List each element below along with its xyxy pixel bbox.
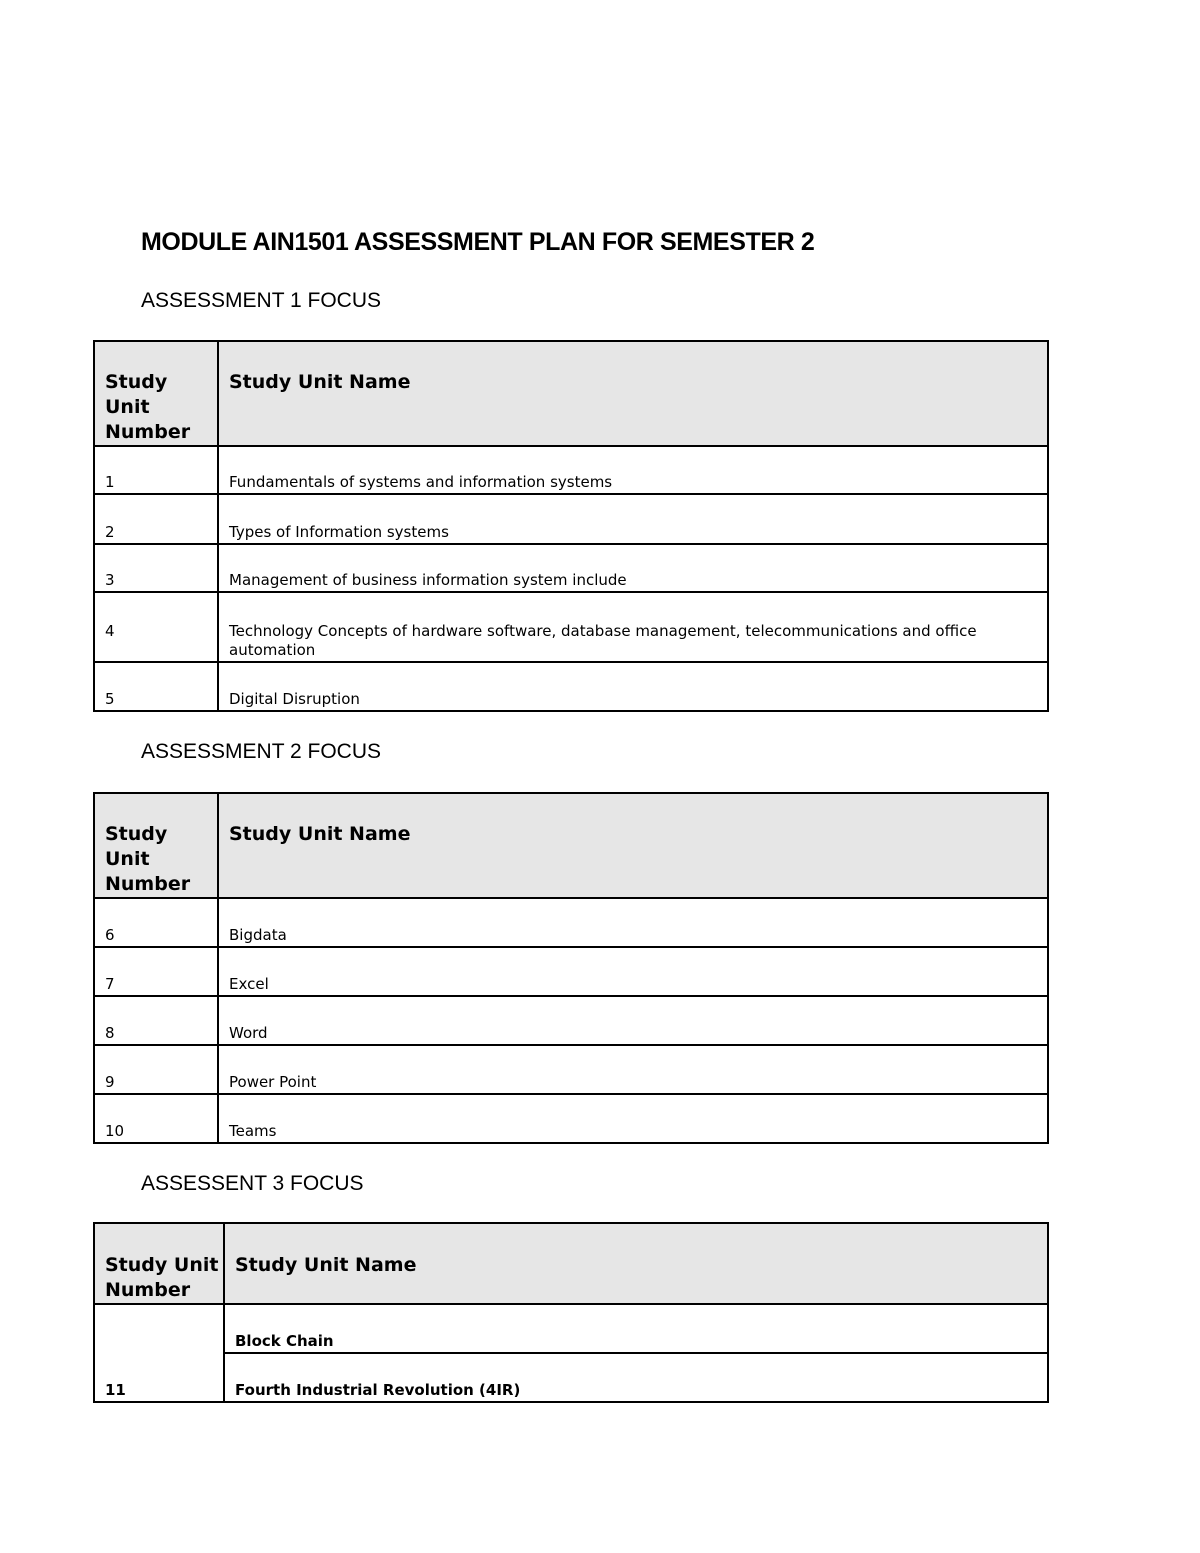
study-unit-number: 3 bbox=[94, 544, 218, 592]
study-unit-number: 11 bbox=[94, 1304, 224, 1402]
study-unit-number: 2 bbox=[94, 494, 218, 544]
header-study-unit-number: Study Unit Number bbox=[94, 341, 218, 446]
table-row bbox=[94, 947, 1048, 996]
table-header-row bbox=[94, 341, 1048, 446]
header-study-unit-number: Study Unit Number bbox=[94, 793, 218, 898]
study-unit-name: Bigdata bbox=[218, 898, 1048, 947]
study-unit-name: Management of business information system include bbox=[218, 544, 1048, 592]
study-unit-name: Technology Concepts of hardware software, database management, telecommunications and office automation bbox=[218, 592, 1048, 662]
study-unit-number: 8 bbox=[94, 996, 218, 1045]
study-unit-number: 10 bbox=[94, 1094, 218, 1143]
header-study-unit-number: Study Unit Number bbox=[94, 1223, 224, 1304]
study-unit-name: Teams bbox=[218, 1094, 1048, 1143]
section-heading-assessment-3: ASSESSENT 3 FOCUS bbox=[141, 1172, 364, 1195]
study-unit-number: 9 bbox=[94, 1045, 218, 1094]
study-unit-name: Fourth Industrial Revolution (4IR) bbox=[224, 1353, 1048, 1402]
table-row bbox=[94, 1304, 1048, 1353]
table-row bbox=[94, 446, 1048, 494]
header-study-unit-name: Study Unit Name bbox=[218, 793, 1048, 898]
section-heading-assessment-2: ASSESSMENT 2 FOCUS bbox=[141, 740, 382, 763]
table-row bbox=[94, 898, 1048, 947]
table-row bbox=[94, 996, 1048, 1045]
study-unit-name: Digital Disruption bbox=[218, 662, 1048, 711]
table-row bbox=[94, 1045, 1048, 1094]
table-row bbox=[94, 544, 1048, 592]
study-unit-number: 4 bbox=[94, 592, 218, 662]
document-title: MODULE AIN1501 ASSESSMENT PLAN FOR SEMESTER 2 bbox=[141, 228, 815, 256]
study-unit-name: Power Point bbox=[218, 1045, 1048, 1094]
table-header-row bbox=[94, 1223, 1048, 1304]
assessment-2-table bbox=[93, 792, 1049, 1144]
study-unit-name: Fundamentals of systems and information systems bbox=[218, 446, 1048, 494]
table-row bbox=[94, 662, 1048, 711]
study-unit-number: 6 bbox=[94, 898, 218, 947]
study-unit-number: 1 bbox=[94, 446, 218, 494]
table-header-row bbox=[94, 793, 1048, 898]
study-unit-name: Excel bbox=[218, 947, 1048, 996]
assessment-1-table bbox=[93, 340, 1049, 712]
assessment-3-table bbox=[93, 1222, 1049, 1403]
study-unit-name: Word bbox=[218, 996, 1048, 1045]
header-study-unit-name: Study Unit Name bbox=[224, 1223, 1048, 1304]
study-unit-name: Block Chain bbox=[224, 1304, 1048, 1353]
study-unit-name: Types of Information systems bbox=[218, 494, 1048, 544]
header-study-unit-name: Study Unit Name bbox=[218, 341, 1048, 446]
study-unit-number: 7 bbox=[94, 947, 218, 996]
study-unit-number: 5 bbox=[94, 662, 218, 711]
table-row bbox=[94, 1094, 1048, 1143]
table-row bbox=[94, 592, 1048, 662]
table-row bbox=[94, 1353, 1048, 1402]
section-heading-assessment-1: ASSESSMENT 1 FOCUS bbox=[141, 289, 382, 312]
table-row bbox=[94, 494, 1048, 544]
